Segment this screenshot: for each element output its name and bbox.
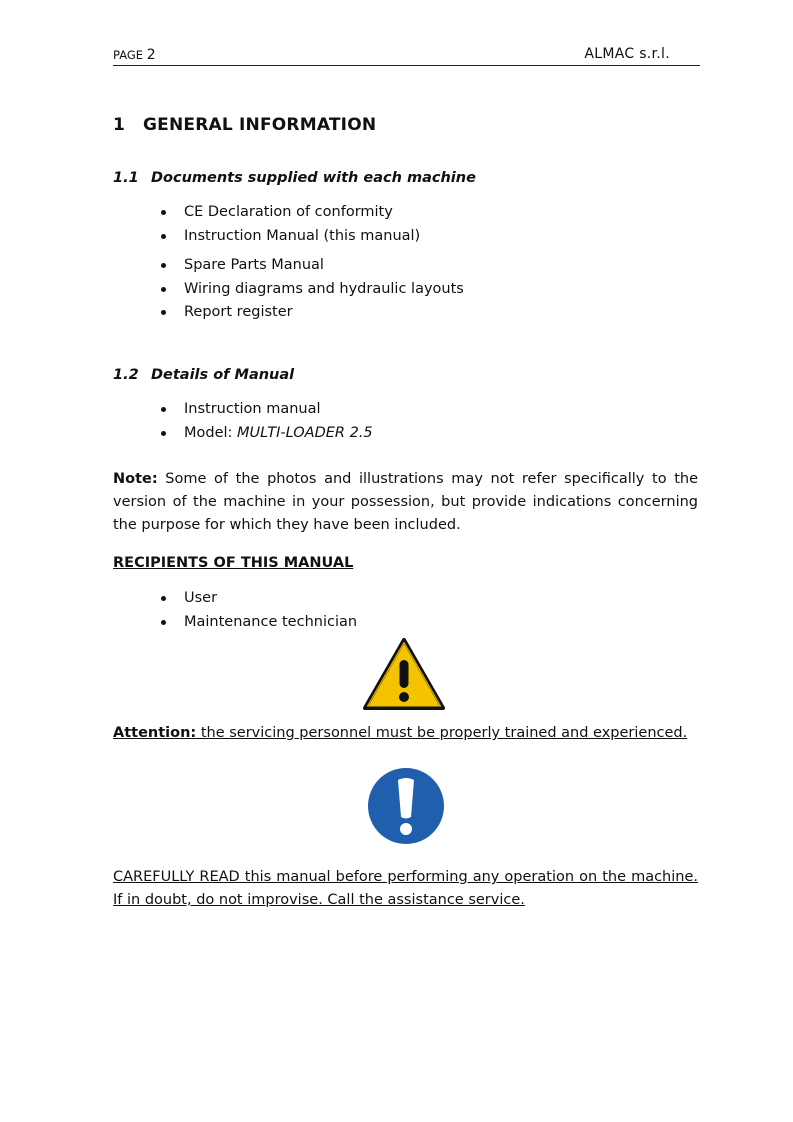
list-item: Instruction Manual (this manual): [113, 226, 464, 250]
recipients-heading: RECIPIENTS OF THIS MANUAL: [113, 555, 354, 571]
details-list: [113, 399, 373, 446]
subsection-heading-documents: [113, 170, 476, 186]
section-title: GENERAL INFORMATION: [143, 115, 377, 135]
model-value: MULTI-LOADER 2.5: [237, 424, 373, 441]
list-item: CE Declaration of conformity: [113, 202, 464, 226]
subsection-number: 1.2: [113, 367, 139, 383]
careful-read-notice: CAREFULLY READ this manual before performing any operation on the machine. If in doubt, do not improvise. Call the assistance service.: [113, 869, 698, 908]
section-heading-general-information: [113, 115, 376, 135]
attention-notice: [113, 725, 687, 741]
attention-text: the servicing personnel must be properly trained and experienced.: [196, 725, 688, 741]
page-number-label: PAGE 2: [113, 47, 156, 63]
company-name: ALMAC s.r.l.: [584, 46, 670, 62]
list-item: Maintenance technician: [113, 612, 357, 636]
page-header: [113, 46, 700, 66]
documents-list: [113, 202, 464, 326]
note-text: Some of the photos and illustrations may not refer specifically to the version of the machine in your possession, but provide indications concerning the purpose for which they have been included.: [113, 471, 698, 533]
list-item: Spare Parts Manual: [113, 255, 464, 279]
mandatory-action-icon: [367, 767, 445, 845]
note-paragraph: [113, 468, 698, 537]
recipients-list: [113, 588, 357, 635]
model-label: Model:: [184, 424, 238, 441]
subsection-heading-details: [113, 367, 294, 383]
subsection-number: 1.1: [113, 170, 139, 186]
list-item: Instruction manual: [113, 399, 373, 423]
subsection-title: Documents supplied with each machine: [151, 170, 476, 186]
list-item: User: [113, 588, 357, 612]
list-item-model: [113, 423, 373, 447]
subsection-title: Details of Manual: [151, 367, 295, 383]
warning-triangle-icon: [361, 636, 447, 712]
note-label: Note:: [113, 471, 158, 487]
page-number: 2: [146, 47, 156, 63]
list-item: Wiring diagrams and hydraulic layouts: [113, 279, 464, 303]
list-item: Report register: [113, 302, 464, 326]
attention-label: Attention:: [113, 725, 197, 741]
section-number: 1: [113, 115, 126, 135]
